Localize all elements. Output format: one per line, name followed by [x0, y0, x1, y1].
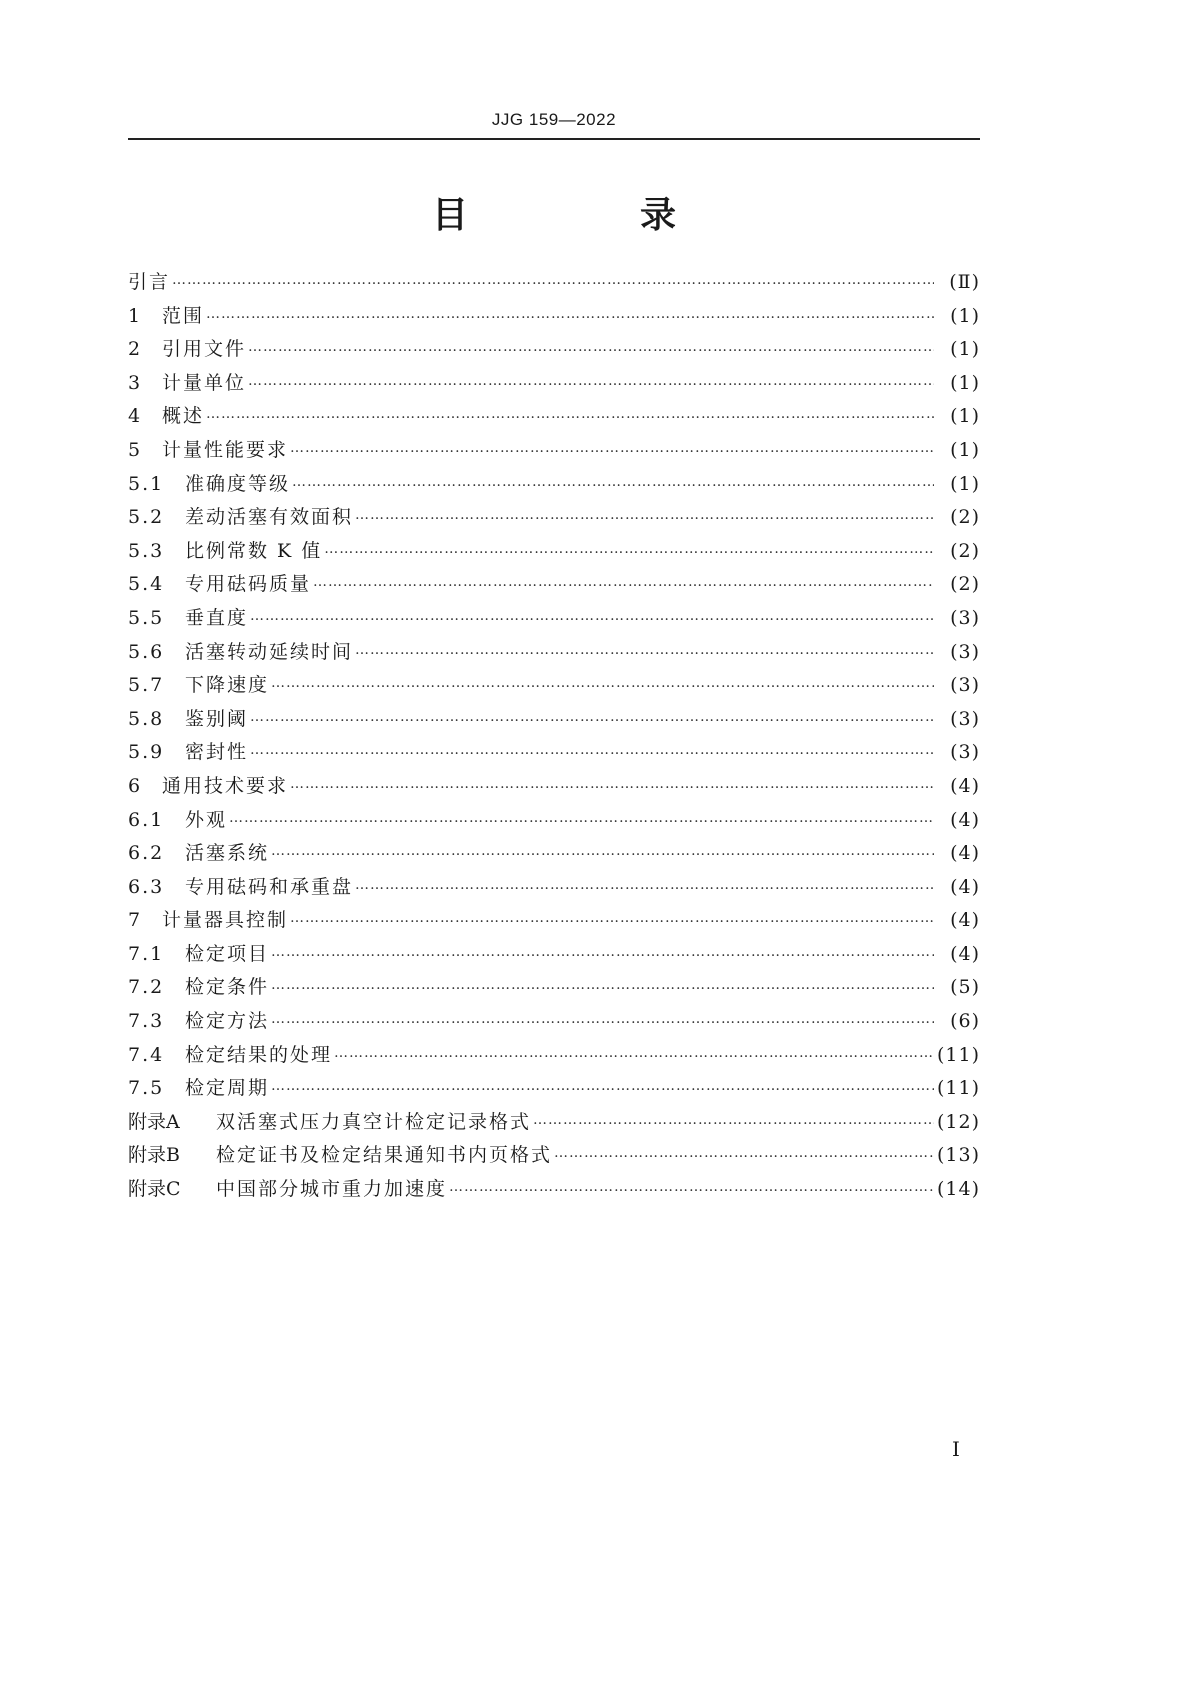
- toc-leader-dots: [250, 600, 934, 634]
- toc-entry-text: 计量性能要求: [162, 438, 289, 461]
- toc-entry-2[interactable]: [128, 333, 980, 367]
- toc-entry-appendix-a[interactable]: [128, 1106, 980, 1140]
- toc-entry-text: 检定证书及检定结果通知书内页格式: [216, 1144, 553, 1167]
- toc-entry-foreword[interactable]: [128, 266, 980, 300]
- toc-entry-text: 活塞转动延续时间: [185, 640, 354, 663]
- toc-leader-dots: [229, 802, 934, 836]
- toc-entry-7-3[interactable]: [128, 1005, 980, 1039]
- toc-entry-text: 范围: [162, 304, 205, 327]
- toc-leader-dots: [250, 734, 934, 768]
- toc-entry-1[interactable]: [128, 300, 980, 334]
- toc-entry-page: (2): [950, 539, 980, 562]
- table-of-contents: [128, 266, 980, 1207]
- toc-entry-page: (5): [950, 976, 980, 999]
- toc-entry-page: (4): [950, 909, 980, 932]
- toc-leader-dots: [271, 1003, 934, 1037]
- toc-entry-page: (3): [950, 741, 980, 764]
- toc-entry-text: 引言: [128, 271, 171, 293]
- toc-entry-number: 5.9: [128, 741, 165, 764]
- toc-entry-number: 附录C: [128, 1178, 181, 1201]
- toc-entry-page: (Ⅱ): [949, 271, 980, 293]
- toc-leader-dots: [248, 365, 934, 399]
- toc-entry-4[interactable]: [128, 400, 980, 434]
- toc-leader-dots: [248, 331, 934, 365]
- toc-entry-text: 鉴别阈: [185, 707, 249, 730]
- toc-leader-dots: [271, 969, 934, 1003]
- toc-entry-text: 中国部分城市重力加速度: [216, 1178, 448, 1201]
- toc-entry-page: (3): [950, 640, 980, 663]
- toc-entry-number: 5.3: [128, 539, 165, 562]
- toc-entry-text: 计量单位: [162, 371, 247, 394]
- toc-leader-dots: [271, 835, 934, 869]
- toc-entry-number: 7.2: [128, 976, 165, 999]
- toc-entry-number: 7: [128, 909, 143, 932]
- toc-entry-page: (1): [950, 405, 980, 428]
- toc-entry-number: 5.4: [128, 573, 165, 596]
- toc-entry-text: 密封性: [185, 741, 249, 764]
- toc-entry-number: 7.4: [128, 1043, 165, 1066]
- toc-entry-5-3[interactable]: [128, 535, 980, 569]
- toc-entry-page: (1): [950, 371, 980, 394]
- toc-entry-page: (4): [950, 875, 980, 898]
- toc-leader-dots: [172, 264, 934, 298]
- toc-entry-text: 准确度等级: [185, 472, 291, 495]
- toc-leader-dots: [355, 869, 934, 903]
- toc-entry-page: (11): [936, 1043, 980, 1066]
- toc-entry-5-1[interactable]: [128, 468, 980, 502]
- toc-leader-dots: [355, 634, 934, 668]
- toc-entry-page: (12): [936, 1110, 980, 1133]
- toc-leader-dots: [290, 768, 934, 802]
- toc-entry-page: (3): [950, 606, 980, 629]
- toc-leader-dots: [250, 701, 934, 735]
- toc-leader-dots: [324, 533, 934, 567]
- toc-entry-6-3[interactable]: [128, 871, 980, 905]
- toc-leader-dots: [313, 566, 934, 600]
- toc-entry-number: 7.1: [128, 942, 165, 965]
- toc-entry-text: 比例常数 K 值: [185, 539, 323, 562]
- toc-entry-page: (1): [950, 304, 980, 327]
- toc-entry-page: (4): [950, 808, 980, 831]
- toc-leader-dots: [290, 432, 934, 466]
- toc-entry-6-2[interactable]: [128, 837, 980, 871]
- toc-entry-text: 专用砝码质量: [185, 573, 312, 596]
- toc-entry-text: 外观: [185, 808, 228, 831]
- toc-entry-text: 差动活塞有效面积: [185, 506, 354, 529]
- toc-entry-number: 5.2: [128, 506, 165, 529]
- toc-entry-number: 附录B: [128, 1144, 180, 1167]
- toc-entry-number: 5: [128, 438, 143, 461]
- toc-entry-text: 检定结果的处理: [185, 1043, 333, 1066]
- toc-leader-dots: [271, 1070, 934, 1104]
- toc-leader-dots: [271, 667, 934, 701]
- toc-entry-number: 6.2: [128, 842, 165, 865]
- toc-entry-appendix-c[interactable]: [128, 1173, 980, 1207]
- toc-leader-dots: [206, 298, 934, 332]
- toc-entry-text: 双活塞式压力真空计检定记录格式: [216, 1110, 532, 1133]
- toc-leader-dots: [554, 1137, 934, 1171]
- toc-title: 目 录: [431, 195, 744, 236]
- toc-entry-text: 检定项目: [185, 942, 270, 965]
- toc-entry-number: 5.5: [128, 606, 165, 629]
- toc-entry-page: (13): [936, 1144, 980, 1167]
- toc-entry-7-2[interactable]: [128, 971, 980, 1005]
- toc-entry-number: 3: [128, 371, 143, 394]
- toc-leader-dots: [206, 398, 934, 432]
- page-number: Ⅰ: [952, 1437, 960, 1461]
- toc-entry-text: 下降速度: [185, 674, 270, 697]
- toc-entry-page: (1): [950, 338, 980, 361]
- toc-entry-number: 7.5: [128, 1077, 165, 1100]
- toc-entry-5-9[interactable]: [128, 736, 980, 770]
- toc-entry-7-5[interactable]: [128, 1072, 980, 1106]
- toc-entry-page: (1): [950, 438, 980, 461]
- toc-entry-text: 通用技术要求: [162, 774, 289, 797]
- toc-entry-appendix-b[interactable]: [128, 1139, 980, 1173]
- toc-entry-number: 5.7: [128, 674, 165, 697]
- toc-entry-5-5[interactable]: [128, 602, 980, 636]
- toc-entry-5-2[interactable]: [128, 501, 980, 535]
- toc-entry-page: (3): [950, 707, 980, 730]
- toc-entry-3[interactable]: [128, 367, 980, 401]
- toc-entry-number: 6.1: [128, 808, 165, 831]
- header-divider: [128, 138, 980, 140]
- toc-entry-5-4[interactable]: [128, 568, 980, 602]
- toc-entry-number: 7.3: [128, 1010, 165, 1033]
- toc-leader-dots: [334, 1037, 934, 1071]
- toc-entry-number: 5.8: [128, 707, 165, 730]
- toc-entry-page: (11): [936, 1077, 980, 1100]
- toc-entry-7[interactable]: [128, 904, 980, 938]
- toc-entry-7-1[interactable]: [128, 938, 980, 972]
- toc-entry-number: 5.1: [128, 472, 165, 495]
- toc-entry-page: (2): [950, 506, 980, 529]
- toc-entry-5-8[interactable]: [128, 703, 980, 737]
- toc-entry-text: 引用文件: [162, 338, 247, 361]
- toc-entry-number: 5.6: [128, 640, 165, 663]
- toc-entry-number: 1: [128, 304, 143, 327]
- toc-entry-5-7[interactable]: [128, 669, 980, 703]
- toc-entry-text: 检定条件: [185, 976, 270, 999]
- toc-entry-text: 活塞系统: [185, 842, 270, 865]
- toc-entry-page: (3): [950, 674, 980, 697]
- toc-entry-text: 垂直度: [185, 606, 249, 629]
- toc-entry-number: 附录A: [128, 1110, 180, 1133]
- toc-entry-page: (14): [936, 1178, 980, 1201]
- page-header: JJG 159—2022: [491, 110, 617, 129]
- toc-entry-text: 专用砝码和承重盘: [185, 875, 354, 898]
- toc-leader-dots: [292, 466, 934, 500]
- toc-entry-page: (2): [950, 573, 980, 596]
- toc-leader-dots: [271, 936, 934, 970]
- toc-leader-dots: [290, 902, 934, 936]
- toc-entry-6-1[interactable]: [128, 804, 980, 838]
- toc-entry-page: (4): [950, 774, 980, 797]
- toc-entry-7-4[interactable]: [128, 1039, 980, 1073]
- toc-entry-number: 4: [128, 405, 143, 428]
- toc-entry-number: 2: [128, 338, 143, 361]
- toc-entry-text: 检定周期: [185, 1077, 270, 1100]
- toc-entry-text: 计量器具控制: [162, 909, 289, 932]
- toc-entry-5[interactable]: [128, 434, 980, 468]
- toc-leader-dots: [449, 1171, 934, 1205]
- toc-entry-page: (1): [950, 472, 980, 495]
- toc-entry-text: 检定方法: [185, 1010, 270, 1033]
- toc-entry-page: (6): [950, 1010, 980, 1033]
- toc-entry-page: (4): [950, 942, 980, 965]
- toc-entry-text: 概述: [162, 405, 205, 428]
- toc-entry-page: (4): [950, 842, 980, 865]
- toc-entry-5-6[interactable]: [128, 636, 980, 670]
- toc-entry-number: 6.3: [128, 875, 165, 898]
- toc-entry-number: 6: [128, 774, 143, 797]
- toc-leader-dots: [355, 499, 934, 533]
- toc-entry-6[interactable]: [128, 770, 980, 804]
- toc-leader-dots: [533, 1104, 934, 1138]
